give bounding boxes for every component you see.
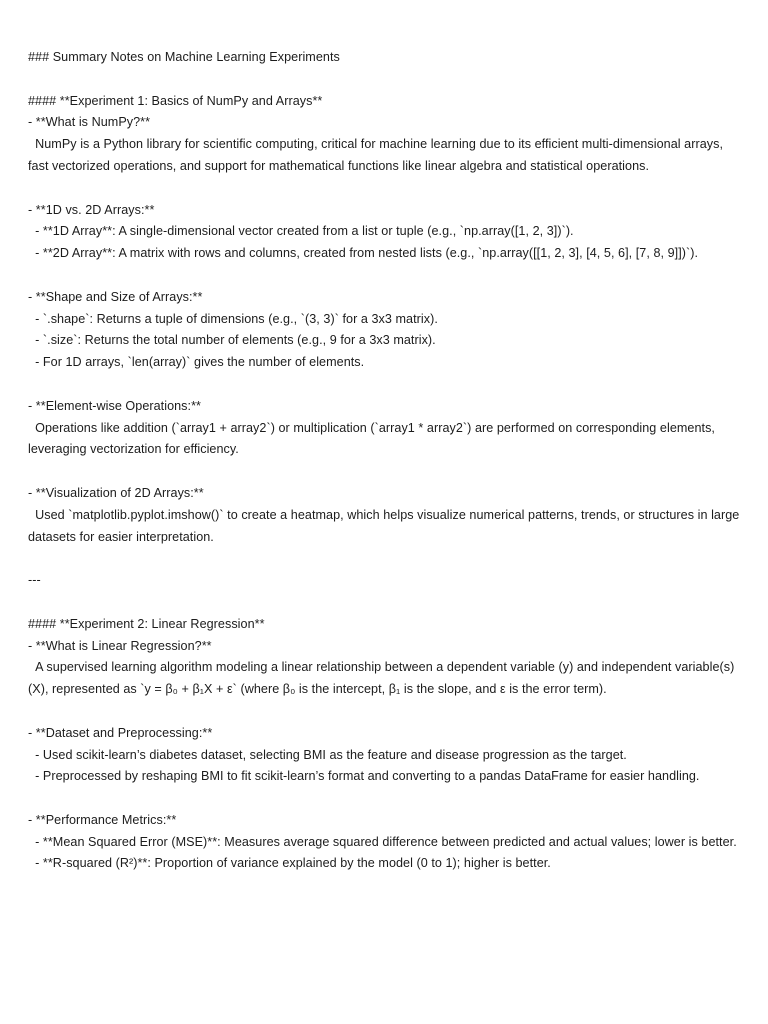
bullet-heading: - **Shape and Size of Arrays:** (28, 289, 203, 304)
bullet-heading: - **1D vs. 2D Arrays:** (28, 202, 155, 217)
paragraph: NumPy is a Python library for scientific computing, critical for machine learning due to its efficient multi-dimensional arrays, fast vectorized operations, and support for mathematical functions like linear algebra and statistical operations. (28, 137, 727, 173)
section-heading-experiment-2: #### **Experiment 2: Linear Regression** (28, 616, 265, 631)
sub-bullet: - Used scikit-learn’s diabetes dataset, selecting BMI as the feature and disease progression as the target. (28, 747, 627, 762)
blank-line (28, 592, 744, 614)
sub-bullet: - `.size`: Returns the total number of elements (e.g., 9 for a 3x3 matrix). (28, 333, 436, 348)
sub-bullet: - Preprocessed by reshaping BMI to fit scikit-learn’s format and converting to a pandas DataFrame for easier handling. (28, 769, 700, 784)
bullet-heading: - **What is NumPy?** (28, 115, 151, 130)
sub-bullet: - **R-squared (R²)**: Proportion of variance explained by the model (0 to 1); higher is better. (28, 856, 551, 871)
document-body (28, 47, 744, 875)
blank-line (28, 548, 744, 570)
bullet-heading: - **What is Linear Regression?** (28, 638, 212, 653)
paragraph: Operations like addition (`array1 + array2`) or multiplication (`array1 * array2`) are performed on corresponding elements, leveraging vectorization for efficiency. (28, 420, 719, 457)
sub-bullet: - **Mean Squared Error (MSE)**: Measures average squared difference between predicted and actual values; lower is better. (28, 834, 737, 849)
paragraph: Used `matplotlib.pyplot.imshow()` to create a heatmap, which helps visualize numerical patterns, trends, or structures in large datasets for easier interpretation. (28, 507, 743, 544)
sub-bullet: - **1D Array**: A single-dimensional vector created from a list or tuple (e.g., `np.array([1, 2, 3])`). (28, 224, 574, 239)
blank-line (28, 461, 744, 483)
sub-bullet: - `.shape`: Returns a tuple of dimensions (e.g., `(3, 3)` for a 3x3 matrix). (28, 311, 438, 326)
sub-bullet: - For 1D arrays, `len(array)` gives the number of elements. (28, 355, 365, 370)
bullet-heading: - **Performance Metrics:** (28, 812, 177, 827)
bullet-heading: - **Element-wise Operations:** (28, 398, 201, 413)
section-heading-experiment-1: #### **Experiment 1: Basics of NumPy and Arrays** (28, 93, 323, 108)
blank-line (28, 69, 744, 91)
blank-line (28, 788, 744, 810)
sub-bullet: - **2D Array**: A matrix with rows and columns, created from nested lists (e.g., `np.array([[1, 2, 3], [4, 5, 6], [7, 8, 9]])`). (28, 246, 699, 261)
blank-line (28, 265, 744, 287)
paragraph: A supervised learning algorithm modeling a linear relationship between a dependent variable (y) and independent variable(s) (X), represented as `y = β₀ + β₁X + ε` (where β₀ is the intercept, β₁ is the slope, and ε is the error term). (28, 660, 738, 697)
blank-line (28, 178, 744, 200)
bullet-heading: - **Visualization of 2D Arrays:** (28, 485, 204, 500)
doc-title: ### Summary Notes on Machine Learning Experiments (28, 50, 340, 64)
horizontal-rule-marker: --- (28, 573, 41, 588)
blank-line (28, 701, 744, 723)
bullet-heading: - **Dataset and Preprocessing:** (28, 725, 213, 740)
blank-line (28, 374, 744, 396)
